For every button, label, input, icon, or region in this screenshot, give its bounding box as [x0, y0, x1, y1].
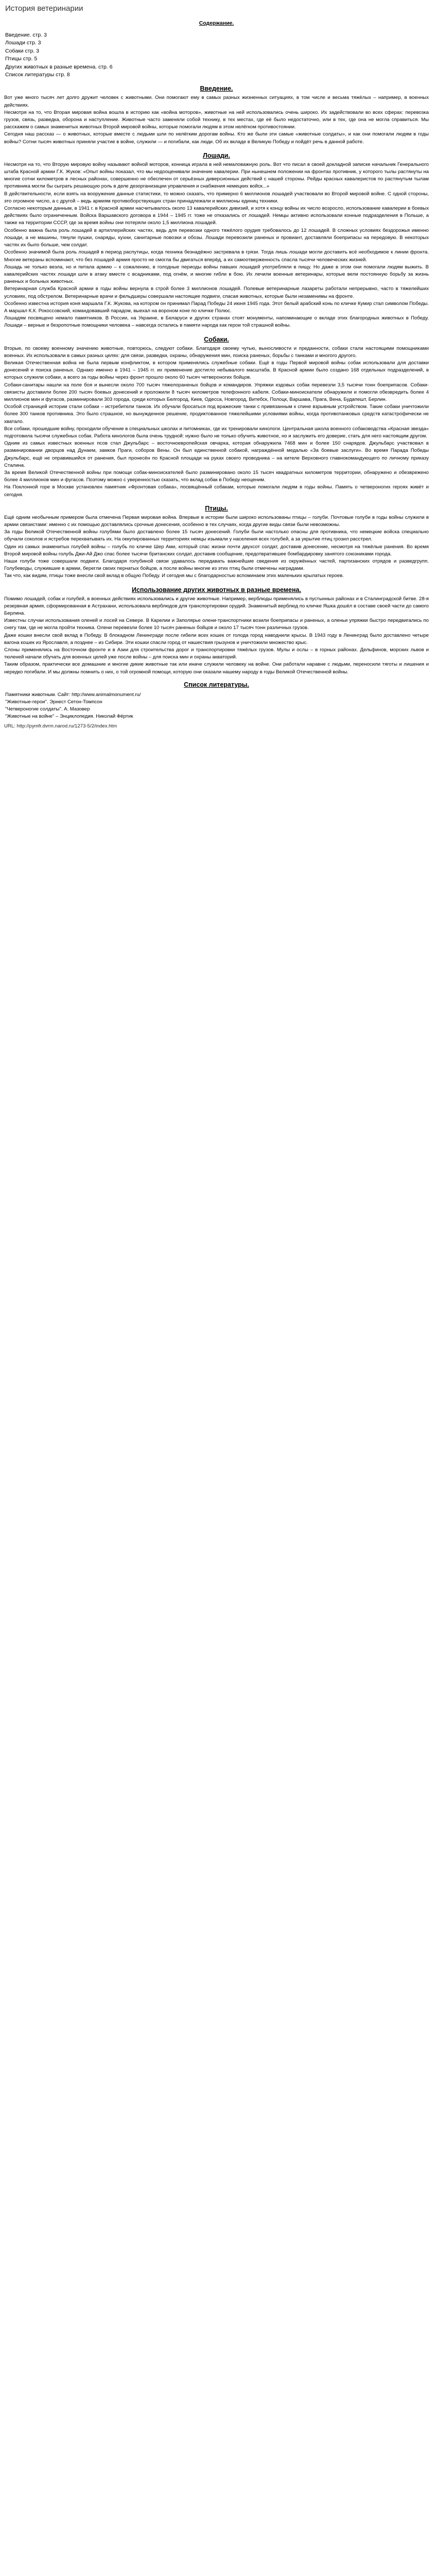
reference-item: Памятники животным. Сайт: http://www.animalmonument.ru/ [5, 691, 141, 698]
toc-item[interactable]: Лошади стр. 3 [5, 40, 41, 46]
paragraph: Особенно важна была роль лошадей в артиллерийских частях, ведь для перевозки одного тяжёлого орудия требовалось до 12 лошадей. В сложных условиях бездорожья именно лошади, а не машины, тянули пушки, снаряды, кухни, санитарные повозки и обозы. Лошади перевозили раненых и провиант, доставляли боеприпасы на передовую. В некоторых частях их было больше, чем солдат. [4, 227, 429, 248]
reference-item: "Животные-герои". Эрнест Сетон-Томпсон [5, 699, 102, 705]
section [4, 152, 429, 330]
paragraph: Один из самых знаменитых голубей войны – голубь по кличке Шер Ами, который спас жизни почти двухсот солдат, доставив донесение, несмотря на тяжёлые ранения. Во время Второй мировой войны голубь Джи-Ай Джо спас более тысячи британских солдат, доставив сообщение, предотвратившее бомбардировку занятого союзниками города. [4, 544, 429, 557]
paragraph: Лошадь не только везла, но и питала армию – к сожалению, в голодные периоды войны павших лошадей употребляли в пищу. Но даже в этом они помогали людям выжить. В кавалерийских частях лошади шли в атаку вместе с всадниками, под огнём, и многие гибли в бою. Их лечили военные ветеринары, которые вели постоянную борьбу за жизнь раненых и больных животных. [4, 264, 429, 285]
paragraph: Помимо лошадей, собак и голубей, в военных действиях использовались и другие животные. Например, верблюды применялись в пустынных районах и в Сталинградской битве. 28-я резервная армия, сформированная в Астрахани, использовала верблюдов для транспортировки орудий. Знаменитый верблюд по кличке Яшка дошёл в составе своей части до самого Берлина. [4, 596, 429, 617]
paragraph: Особой страницей истории стали собаки – истребители танков. Их обучали бросаться под вражеские танки с привязанным к спине взрывным устройством. Такие собаки уничтожили более 300 танков противника. Это было страшное, но вынужденное решение, продиктованное тяжелейшими условиями войны, когда противотанковых средств катастрофически не хватало. [4, 404, 429, 425]
paragraph: Несмотря на то, что Вторая мировая война вошла в историю как «война моторов», животные на ней использовались очень широко. Их задействовали во всех сферах: перевозка грузов, связь, разведка, оборона и наступление. Животные часто заменяли собой технику, в тех местах, где её было недостаточно, или в тех, где она не могла справиться. Мы расскажем о самых знаменитых животных Второй мировой войны, которые помогали людям в этом нелёгком противостоянии. [4, 109, 429, 130]
reference-item: "Четвероногие солдаты". А. Мазовер [5, 706, 90, 713]
reference-item: "Животные на войне" – Энциклопедия. Николай Фёртик [5, 714, 133, 720]
paragraph: Известны случаи использования оленей и лосей на Севере. В Карелии и Заполярье олени-транспортники возили боеприпасы и раненых, а оленьи упряжки быстро передвигались по снегу там, где не могла пройти техника. Олени перевезли более 10 тысяч раненых бойцов и около 17 тысяч тонн различных грузов. [4, 618, 429, 631]
paragraph: За время Великой Отечественной войны при помощи собак-миноискателей было разминировано около 15 тысяч квадратных километров территории, обнаружено и обезврежено более 4 миллионов мин и фугасов. Поэтому можно с уверенностью сказать, что вклад собак в Победу неоценим. [4, 469, 429, 483]
toc-item[interactable]: Список литературы стр. 8 [5, 72, 70, 78]
section-heading: Лошади. [203, 151, 230, 159]
paragraph: Особенно известна история коня маршала Г.К. Жукова, на котором он принимал Парад Победы 24 июня 1945 года. Этот белый арабский конь по кличке Кумир стал символом Победы. А маршал К.К. Рокоссовский, командовавший парадом, выехал на вороном коне по кличке Полюс. [4, 300, 429, 314]
paragraph: Великая Отечественная война не была первым конфликтом, в котором применялись служебные собаки. Ещё в годы Первой мировой войны собак использовали для доставки донесений и поиска раненых. Однако именно в 1941 – 1945 гг. их применение достигло небывалого масштаба. В Красной армии было создано 168 отдельных подразделений, в которых служили собаки, а всего за годы войны через фронт прошло около 60 тысяч четвероногих бойцов. [4, 360, 429, 381]
paragraph: Сегодня наш рассказ — о животных, которые вместе с людьми шли по нелёгким дорогам войны. Кто же были эти самые «животные солдаты», и как они помогали людям в годы войны? Сотни тысяч животных приняли участие в войне, служили — и погибали, как люди. Об их вкладе в Великую Победу и пойдёт речь в данной работе. [4, 131, 429, 145]
section-heading: Собаки. [204, 335, 229, 343]
section [4, 85, 429, 145]
paragraph: Слоны применялись на Восточном фронте и в Азии для строительства дорог и транспортировки тяжёлых грузов. Мулы и ослы – в горных районах. Дельфинов, морских львов и тюленей начали обучать для военных целей уже после войны – для поиска мин и охраны акваторий. [4, 647, 429, 660]
document-page [0, 0, 436, 730]
toc-item[interactable]: Собаки стр. 3 [5, 47, 39, 54]
paragraph: Согласно некоторым данным, в 1941 г. в Красной армии насчитывалось около 13 кавалерийских дивизий, и хотя к концу войны их число возросло, использование кавалерии в боевых действиях было ограниченным. Войска Варшавского договора в 1944 – 1945 гг. тоже не отказались от лошадей. Немцы активно использовали конные подразделения в Польше, а также на территории СССР, где за время войны они потеряли около 1,5 миллиона лошадей. [4, 206, 429, 226]
toc-item[interactable]: Птицы стр. 5 [5, 56, 38, 62]
paragraph: Даже кошки внесли свой вклад в Победу. В блокадном Ленинграде после гибели всех кошек от голода город наводнили крысы. В 1943 году в Ленинград было доставлено четыре вагона кошек из Ярославля, а позднее – из Сибири. Эти кошки спасли город от нашествия грызунов и уничтожили множество крыс. [4, 632, 429, 646]
toc-item[interactable]: Введение. стр. 3 [5, 32, 47, 38]
paragraph: Таким образом, практически все домашние и многие дикие животные так или иначе служили человеку на войне. Они работали наравне с людьми, переносили тяготы и лишения и нередко погибали. И мы должны помнить о них, о той огромной помощи, которую они оказали нашему народу в годы Великой Отечественной войны. [4, 662, 429, 675]
toc-item[interactable]: Других животных в разные времена. стр. 6 [5, 63, 113, 70]
paragraph: Ещё одним необычным примером была отмечена Первая мировая война. Впервые в истории были широко использованы птицы – голуби. Почтовые голуби в годы войны служили в армии связистами: именно с их помощью доставлялись срочные донесения, особенно в тех случаях, когда другие виды связи были невозможны. [4, 514, 429, 528]
paragraph: В действительности, если взять на вооружение данные статистики, то можно сказать, что примерно 6 миллионов лошадей участвовали во Второй мировой войне. С одной стороны, это огромное число, а с другой – ведь армиям противоборствующих стран принадлежали и миллионы единиц техники. [4, 191, 429, 204]
toc-heading: Содержание. [199, 20, 234, 26]
section [4, 336, 429, 499]
paragraph: Лошадям посвящено немало памятников. В России, на Украине, в Беларуси и других странах стоят монументы, напоминающие о вкладе этих благородных животных в Победу. Лошади – верные и безропотные помощники человека – навсегда остались в памяти народа как герои той страшной войны. [4, 315, 429, 329]
paragraph: Все собаки, прошедшие войну, проходили обучение в специальных школах и питомниках, где их тренировали кинологи. Центральная школа военного собаководства «Красная звезда» подготовила тысячи служебных собак. Работа кинологов была очень трудной: нужно было не только обучить животное, но и заслужить его доверие, стать для него настоящим другом. [4, 426, 429, 439]
section [4, 505, 429, 580]
paragraph: Особенно значимой была роль лошадей в период распутицы, когда техника безнадёжно застревала в грязи. Тогда лишь лошади могли доставить всё необходимое к линии фронта. Многие ветераны вспоминают, что без лошадей армия просто не смогла бы двигаться вперёд, а их самоотверженность спасла тысячи человеческих жизней. [4, 249, 429, 263]
paragraph: Ветеринарная служба Красной армии в годы войны вернула в строй более 3 миллионов лошадей. Полевые ветеринарные лазареты работали непрерывно, часто в тяжелейших условиях, под обстрелом. Ветеринарные врачи и фельдшеры совершали настоящие подвиги, спасая животных, которые были незаменимы на фронте. [4, 286, 429, 299]
references-list [5, 691, 429, 721]
section-heading: Птицы. [205, 504, 228, 512]
paragraph: На Поклонной горе в Москве установлен памятник «Фронтовая собака», посвящённый собакам, которые помогали людям в годы войны. Память о четвероногих героях живёт и сегодня. [4, 484, 429, 498]
paragraph: Вот уже много тысяч лет долго дружит человек с животными. Они помогают ему в самых разных жизненных ситуациях, в том числе и весьма тяжёлых – например, в военных действиях. [4, 95, 429, 108]
source-url[interactable]: URL: http://pymfr.dvrm.narod.ru/1273-5/2/index.htm [4, 723, 117, 729]
paragraph: Несмотря на то, что Вторую мировую войну называют войной моторов, конница играла в ней немаловажную роль. Вот что писал в своей докладной записке начальник Генерального штаба Красной армии Г.К. Жуков: «Опыт войны показал, что мы недооценивали значение кавалерии. При нынешнем положении на фронтах противник, у которого тылы растянуты на многие сотни километров в лесных районах, совершенно не обеспечен от серьёзных диверсионных действий с нашей стороны. Рейды красных кавалеристов по растянутым тылам противника могли бы сыграть решающую роль в деле дезорганизации управления и снабжения немецких войск...» [4, 161, 429, 190]
section [4, 586, 429, 676]
references-heading: Список литературы. [184, 681, 249, 688]
paragraph: Одним из самых известных военных псов стал Джульбарс – восточноевропейская овчарка, которая обнаружила 7468 мин и более 150 снарядов. Джульбарс участвовал в разминировании дворцов над Дунаем, замков Праги, соборов Вены. Он был единственной собакой, награждённой медалью «За боевые заслуги». Во время Парада Победы Джульбарс, ещё не оправившийся от ранения, был пронесён по Красной площади на руках своего проводника – на кителе Верховного главнокомандующего по личному приказу Сталина. [4, 440, 429, 468]
paragraph: Вторые, по своему военному значению животные, повторюсь, следуют собаки. Благодаря своему чутью, выносливости и преданности, собаки стали настоящими помощниками военных. Их использовали в самых разных целях: для связи, разведки, охраны, обнаружения мин, поиска раненых, борьбы с танками и многого другого. [4, 345, 429, 359]
paragraph: Собаки-санитары нашли на поле боя и вынесли около 700 тысяч тяжелораненых бойцов и командиров. Упряжки ездовых собак перевезли 3,5 тысячи тонн боеприпасов. Собаки-связисты доставили более 200 тысяч боевых донесений и проложили 8 тысяч километров телефонного кабеля. Собаки-миноискатели обнаружили и помогли обезвредить более 4 миллионов мин и фугасов, разминировали 303 города, среди которых Белгород, Киев, Одесса, Новгород, Витебск, Полоцк, Варшава, Прага, Вена, Будапешт, Берлин. [4, 382, 429, 402]
paragraph: За годы Великой Отечественной войны голубями было доставлено более 15 тысяч донесений. Голуби были настолько опасны для противника, что немецкие войска специально обучали соколов и ястребов перехватывать их. На оккупированных территориях немцы изымали у населения всех голубей, а за укрытие птиц грозил расстрел. [4, 529, 429, 543]
document-body [4, 85, 429, 675]
paragraph: Так что, как видим, птицы тоже внесли свой вклад в общую Победу. И сегодня мы с благодарностью вспоминаем этих маленьких крылатых героев. [4, 573, 344, 579]
paragraph: Наши голуби тоже совершали подвиги. Благодаря голубиной связи удавалось передавать важнейшие сведения из окружённых частей, партизанских отрядов и разведгрупп. Голубеводы, служившие в армии, берегли своих пернатых бойцов, а после войны многие из этих птиц были отмечены наградами. [4, 558, 429, 572]
table-of-contents [5, 31, 429, 79]
section-heading: Введение. [200, 85, 233, 93]
section-heading: Использование других животных в разные времена. [132, 586, 301, 594]
document-title: История ветеринарии [5, 4, 83, 13]
